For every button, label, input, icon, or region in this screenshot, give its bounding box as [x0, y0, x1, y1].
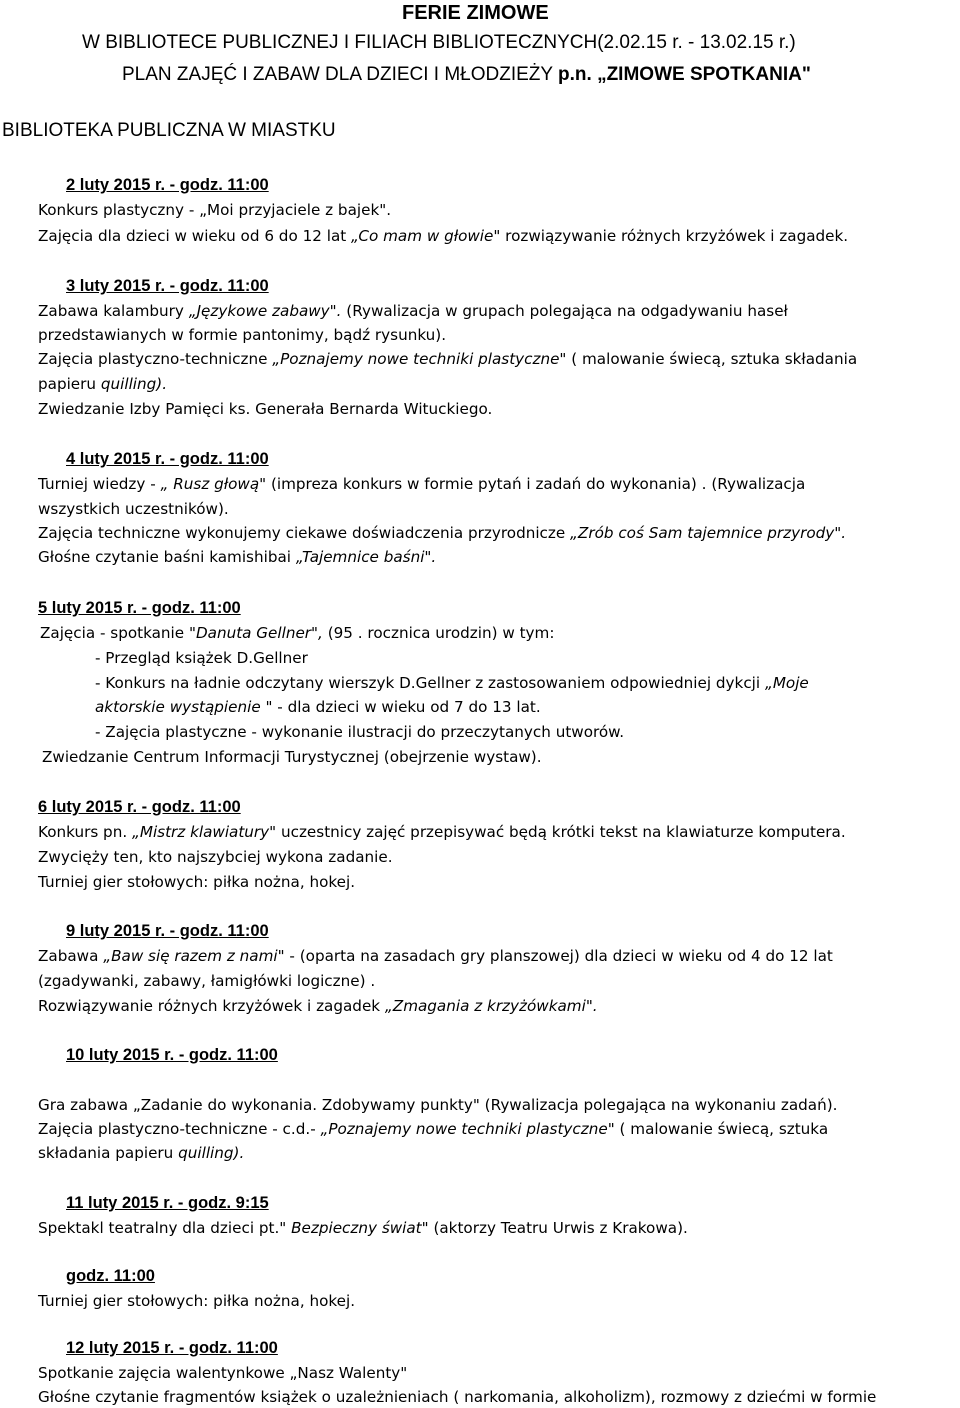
activity-line: Zabawa kalambury „Językowe zabawy". (Rywalizacja w grupach polegająca na odgadywaniu haseł: [38, 302, 788, 320]
activity-line: Zajęcia techniczne wykonujemy ciekawe doświadczenia przyrodnicze „Zrób coś Sam tajemnice przyrody".: [38, 524, 847, 542]
activity-line: Turniej wiedzy - „ Rusz głową" (impreza konkurs w formie pytań i zadań do wykonania) . (Rywalizacja: [38, 475, 806, 493]
activity-line: Zajęcia - spotkanie "Danuta Gellner", (95 . rocznica urodzin) w tym:: [40, 624, 555, 642]
activity-line: składania papieru quilling).: [38, 1144, 245, 1162]
section-heading: BIBLIOTEKA PUBLICZNA W MIASTKU: [2, 120, 336, 141]
activity-line: Konkurs plastyczny - „Moi przyjaciele z bajek".: [38, 201, 392, 219]
activity-line: Spektakl teatralny dla dzieci pt." Bezpieczny świat" (aktorzy Teatru Urwis z Krakowa).: [38, 1219, 688, 1237]
date-heading-7: 10 luty 2015 r. - godz. 11:00: [66, 1046, 278, 1064]
date-heading-5: 6 luty 2015 r. - godz. 11:00: [38, 798, 241, 816]
activity-line: Zwiedzanie Centrum Informacji Turystycznej (obejrzenie wystaw).: [42, 748, 542, 766]
activity-line: - Przegląd książek D.Gellner: [95, 649, 308, 667]
activity-line: Zabawa „Baw się razem z nami" - (oparta na zasadach gry planszowej) dla dzieci w wieku od 4 do 12 lat: [38, 947, 833, 965]
activity-line: Turniej gier stołowych: piłka nożna, hokej.: [38, 1292, 356, 1310]
date-heading-1: 2 luty 2015 r. - godz. 11:00: [66, 176, 269, 194]
activity-line: Turniej gier stołowych: piłka nożna, hokej.: [38, 873, 356, 891]
activity-line: Głośne czytanie fragmentów książek o uzależnieniach ( narkomania, alkoholizm), rozmowy z dziećmi w formie: [38, 1388, 877, 1406]
activity-line: Zajęcia plastyczno-techniczne - c.d.- „Poznajemy nowe techniki plastyczne" ( malowanie świecą, sztuka: [38, 1120, 829, 1138]
date-heading-3: 4 luty 2015 r. - godz. 11:00: [66, 450, 269, 468]
document-title: FERIE ZIMOWE: [402, 2, 549, 24]
date-heading-6: 9 luty 2015 r. - godz. 11:00: [66, 922, 269, 940]
activity-line: Zwycięży ten, kto najszybciej wykona zadanie.: [38, 848, 393, 866]
date-heading-8: 11 luty 2015 r. - godz. 9:15: [66, 1194, 269, 1212]
activity-line: - Zajęcia plastyczne - wykonanie ilustracji do przeczytanych utworów.: [95, 723, 625, 741]
activity-line: (zgadywanki, zabawy, łamigłówki logiczne) .: [38, 972, 376, 990]
activity-line: Głośne czytanie baśni kamishibai „Tajemnice baśni".: [38, 548, 437, 566]
date-heading-4: 5 luty 2015 r. - godz. 11:00: [38, 599, 241, 617]
activity-line: papieru quilling).: [38, 375, 168, 393]
plan-title: PLAN ZAJĘĆ I ZABAW DLA DZIECI I MŁODZIEŻY p.n. „ZIMOWE SPOTKANIA": [122, 64, 811, 85]
time-heading: godz. 11:00: [66, 1267, 155, 1285]
activity-line: Zajęcia dla dzieci w wieku od 6 do 12 lat „Co mam w głowie" rozwiązywanie różnych krzyżówek i zagadek.: [38, 227, 849, 245]
date-heading-2: 3 luty 2015 r. - godz. 11:00: [66, 277, 269, 295]
activity-line: wszystkich uczestników).: [38, 500, 229, 518]
activity-line: aktorskie wystąpienie " - dla dzieci w wieku od 7 do 13 lat.: [95, 698, 541, 716]
activity-line: Zwiedzanie Izby Pamięci ks. Generała Bernarda Wituckiego.: [38, 400, 493, 418]
activity-line: Rozwiązywanie różnych krzyżówek i zagadek „Zmagania z krzyżówkami".: [38, 997, 598, 1015]
activity-line: Gra zabawa „Zadanie do wykonania. Zdobywamy punkty" (Rywalizacja polegająca na wykonaniu zadań).: [38, 1096, 838, 1114]
activity-line: - Konkurs na ładnie odczytany wierszyk D.Gellner z zastosowaniem odpowiedniej dykcji „Moje: [95, 674, 809, 692]
activity-line: Zajęcia plastyczno-techniczne „Poznajemy nowe techniki plastyczne" ( malowanie świecą, sztuka składania: [38, 350, 858, 368]
subtitle-line: W BIBLIOTECE PUBLICZNEJ I FILIACH BIBLIOTECZNYCH(2.02.15 r. - 13.02.15 r.): [82, 32, 796, 53]
activity-line: Konkurs pn. „Mistrz klawiatury" uczestnicy zajęć przepisywać będą krótki tekst na klawiaturze komputera.: [38, 823, 846, 841]
activity-line: Spotkanie zajęcia walentynkowe „Nasz Walenty": [38, 1364, 408, 1382]
activity-line: przedstawianych w formie pantonimy, bądź rysunku).: [38, 326, 447, 344]
date-heading-10: 12 luty 2015 r. - godz. 11:00: [66, 1339, 278, 1357]
